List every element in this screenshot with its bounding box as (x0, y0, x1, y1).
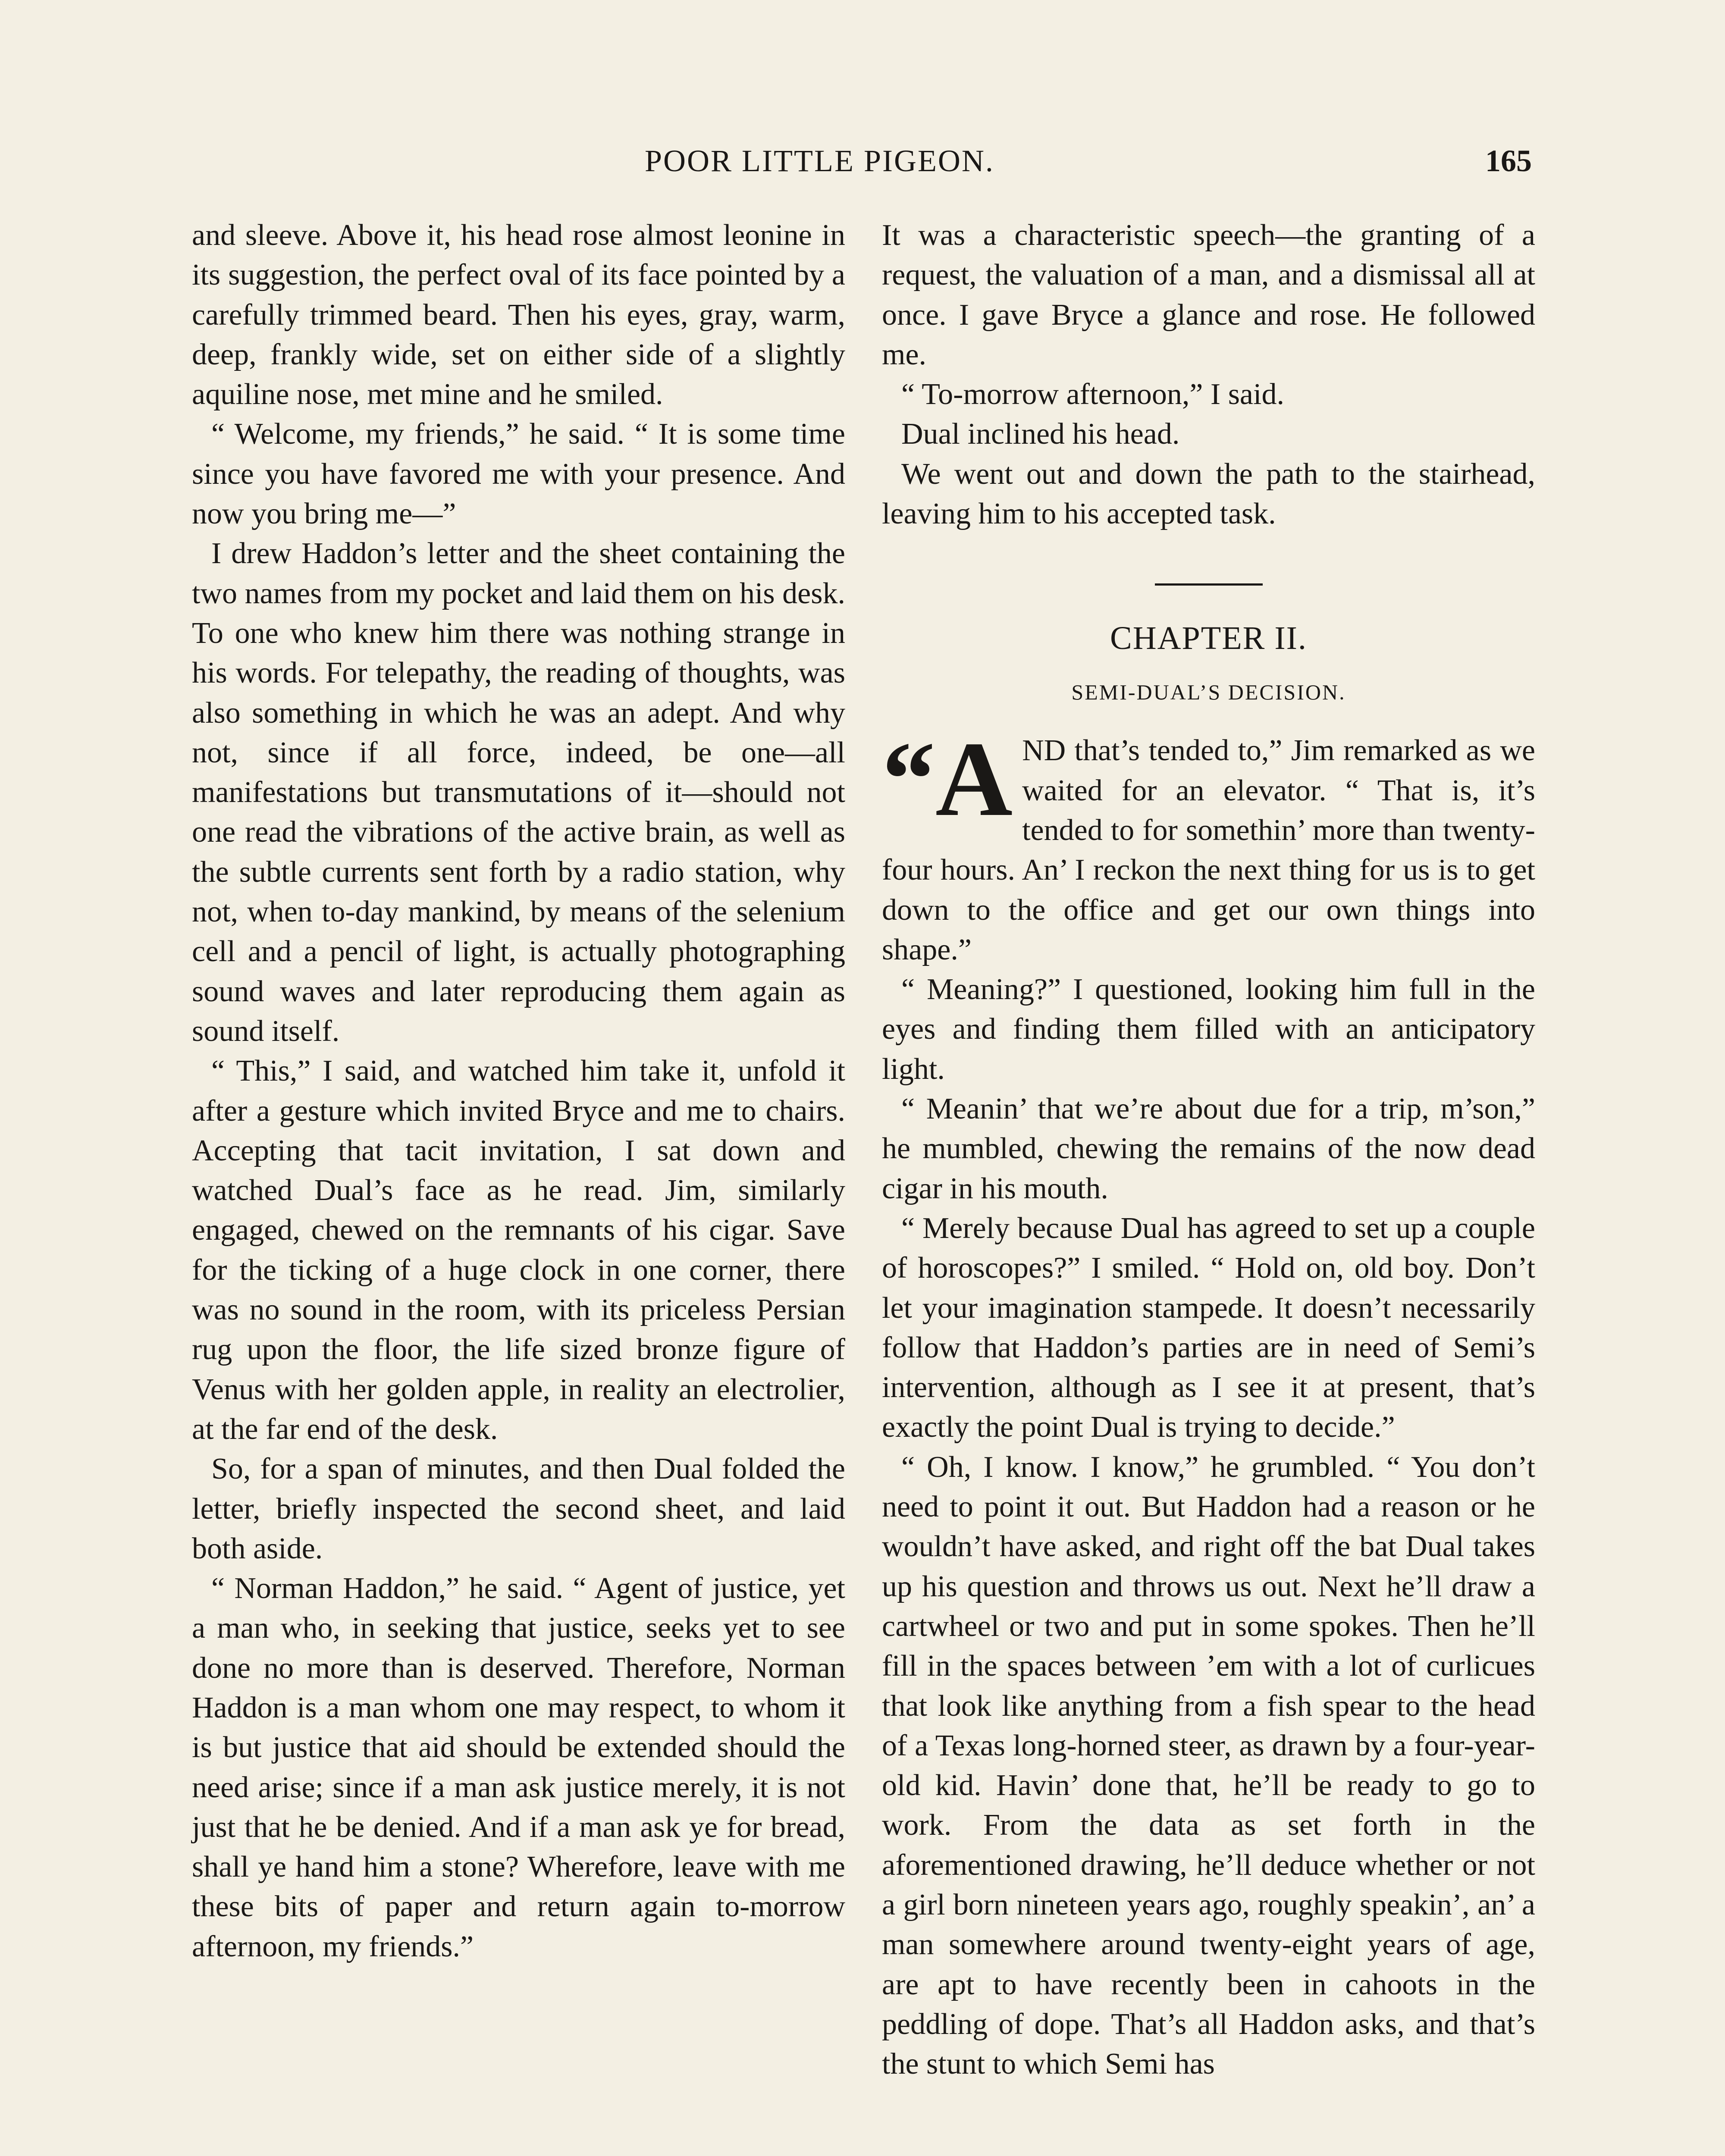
drop-cap (882, 720, 1013, 839)
drop-cap-quote: “ (882, 720, 935, 839)
paragraph: It was a characteristic speech—the granting of a request, the valuation of a man, and a dismissal all at once. I gave Bryce a glance and rose. He followed me. (882, 219, 1535, 371)
paragraph: “ Welcome, my friends,” he said. “ It is some time since you have favored me with your presence. And now you bring me—” (192, 417, 845, 531)
section-divider (1155, 583, 1263, 586)
paragraph: “ Oh, I know. I know,” he grumbled. “ You don’t need to point it out. But Haddon had a reason or he wouldn’t have asked, and right off the bat Dual takes up his question and throws us out. Next he’ll draw a cartwheel or two and put in some spokes. Then he’ll fill in the spaces between ’em with a lot of curlicues that look like anything from a fish spear to the head of a Texas long-horned steer, as drawn by a four-year-old kid. Havin’ done that, he’ll be ready to go to work. From the data as set forth in the aforementioned drawing, he’ll deduce whether or not a girl born nineteen years ago, roughly speakin’, an’ a man somewhere around twenty-eight years of age, are apt to have recently been in cahoots in the peddling of dope. That’s all Haddon asks, and that’s the stunt to which Semi has (882, 1450, 1535, 2081)
drop-cap-letter: A (935, 720, 1013, 839)
running-title: POOR LITTLE PIGEON. (645, 144, 994, 178)
paragraph: I drew Haddon’s letter and the sheet containing the two names from my pocket and laid them on his desk. To one who knew him there was nothing strange in his words. For telepathy, the reading of thoughts, was also something in which he was an adept. And why not, since if all force, indeed, be one—all manifestations but transmutations of it—should not one read the vibrations of the active brain, as well as the subtle currents sent forth by a radio station, why not, when to-day mankind, by means of the selenium cell and a pencil of light, is actually photographing sound waves and later reproducing them again as sound itself. (192, 537, 845, 1048)
paragraph: “ Merely because Dual has agreed to set up a couple of horoscopes?” I smiled. “ Hold on, old boy. Don’t let your imagination stampede. It doesn’t necessarily follow that Haddon’s parties are in need of Semi’s intervention, although as I see it at present, that’s exactly the point Dual is trying to decide.” (882, 1211, 1535, 1444)
running-header (0, 137, 1725, 185)
chapter-title: CHAPTER II. (1110, 620, 1307, 657)
paragraph: We went out and down the path to the stairhead, leaving him to his accepted task. (882, 457, 1535, 531)
page-number: 165 (1485, 144, 1532, 178)
paragraph: “ Meaning?” I questioned, looking him full in the eyes and finding them filled with an anticipatory light. (882, 973, 1535, 1086)
opening-text: ND that’s tended to,” Jim remarked as we waited for an elevator. “ That is, it’s tended to for somethin’ more than twenty-four hours. An’ I reckon the next thing for us is to get down to the office and get our own things into shape.” (882, 734, 1535, 966)
chapter-subtitle: SEMI-DUAL’S DECISION. (1071, 680, 1346, 705)
chapter-opening-paragraph (882, 720, 1535, 970)
right-column (882, 216, 1535, 2084)
paragraph: “ Meanin’ that we’re about due for a trip, m’son,” he mumbled, chewing the remains of the now dead cigar in his mouth. (882, 1092, 1535, 1205)
paragraph: So, for a span of minutes, and then Dual folded the letter, briefly inspected the second sheet, and laid both aside. (192, 1452, 845, 1565)
paragraph: Dual inclined his head. (901, 417, 1180, 451)
paragraph: and sleeve. Above it, his head rose almost leonine in its suggestion, the perfect oval of its face pointed by a carefully trimmed beard. Then his eyes, gray, warm, deep, frankly wide, set on either side of a slightly aquiline nose, met mine and he smiled. (192, 219, 845, 411)
paragraph: “ This,” I said, and watched him take it, unfold it after a gesture which invited Bryce and me to chairs. Accepting that tacit invitation, I sat down and watched Dual’s face as he read. Jim, similarly engaged, chewed on the remnants of his cigar. Save for the ticking of a huge clock in one corner, there was no sound in the room, with its priceless Persian rug upon the floor, the life sized bronze figure of Venus with her golden apple, in reality an electrolier, at the far end of the desk. (192, 1054, 845, 1446)
paragraph: “ Norman Haddon,” he said. “ Agent of justice, yet a man who, in seeking that justice, seeks yet to see done no more than is deserved. Therefore, Norman Haddon is a man whom one may respect, to whom it is but justice that aid should be extended should the need arise; since if a man ask justice merely, it is not just that he be denied. And if a man ask ye for bread, shall ye hand him a stone? Wherefore, leave with me these bits of paper and return again to-morrow afternoon, my friends.” (192, 1572, 845, 1963)
left-column (192, 216, 845, 1967)
paragraph: “ To-morrow afternoon,” I said. (901, 378, 1284, 411)
